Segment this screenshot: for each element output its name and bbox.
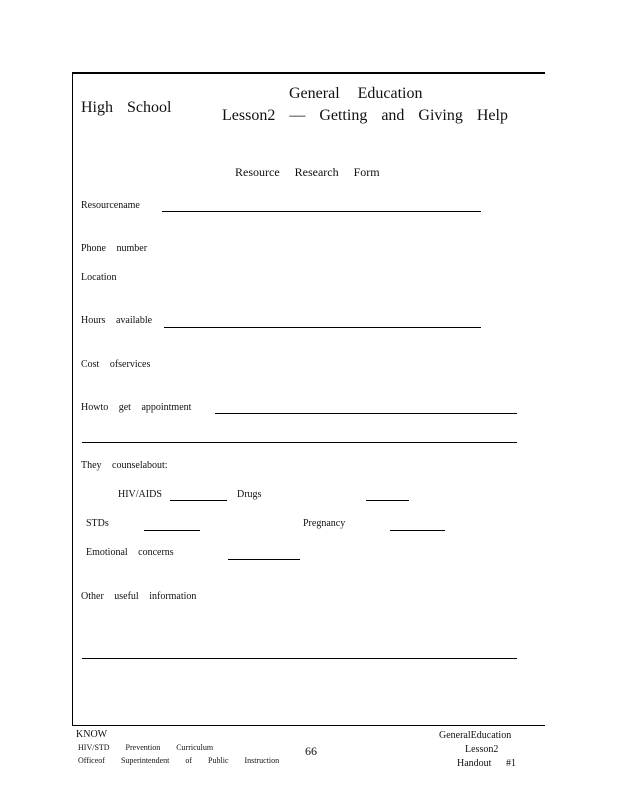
emotional-line[interactable] [228, 559, 300, 560]
counsel-label: They counselabout: [81, 460, 168, 471]
stds-label: STDs [86, 518, 109, 529]
drugs-line[interactable] [366, 500, 409, 501]
appointment-line-1[interactable] [215, 413, 517, 414]
page-number: 66 [305, 744, 317, 758]
location-label: Location [81, 272, 117, 283]
resource-name-line[interactable] [162, 211, 481, 212]
phone-label: Phone number [81, 243, 148, 254]
course-heading: General Education [289, 85, 423, 102]
hours-label: Hours available [81, 315, 153, 326]
pregnancy-line[interactable] [390, 530, 445, 531]
footer-know: KNOW [76, 729, 108, 740]
hours-line[interactable] [164, 327, 481, 328]
footer-course: GeneralEducation [439, 730, 512, 741]
form-title: Resource Research Form [235, 165, 380, 179]
emotional-label: Emotional concerns [86, 547, 174, 558]
footer-handout: Handout #1 [457, 758, 516, 769]
footer-program: HIV/STD Prevention Curriculum [78, 743, 214, 752]
cost-label: Cost ofservices [81, 359, 151, 370]
hiv-label: HIV/AIDS [118, 489, 162, 500]
hiv-line[interactable] [170, 500, 227, 501]
stds-line[interactable] [144, 530, 200, 531]
appointment-line-2[interactable] [82, 442, 517, 443]
appointment-label: Howto get appointment [81, 402, 192, 413]
top-border-line [72, 72, 545, 74]
other-info-label: Other useful information [81, 591, 197, 602]
pregnancy-label: Pregnancy [303, 518, 346, 529]
bottom-border-line [72, 725, 545, 726]
other-info-line[interactable] [82, 658, 517, 659]
footer-lesson: Lesson2 [465, 744, 499, 755]
footer-office: Officeof Superintendent of Public Instruction [78, 756, 280, 765]
left-border-line [72, 72, 73, 726]
resource-name-label: Resourcename [81, 200, 140, 211]
lesson-heading: Lesson2 — Getting and Giving Help [222, 107, 508, 124]
school-heading: High School [81, 99, 172, 116]
drugs-label: Drugs [237, 489, 262, 500]
